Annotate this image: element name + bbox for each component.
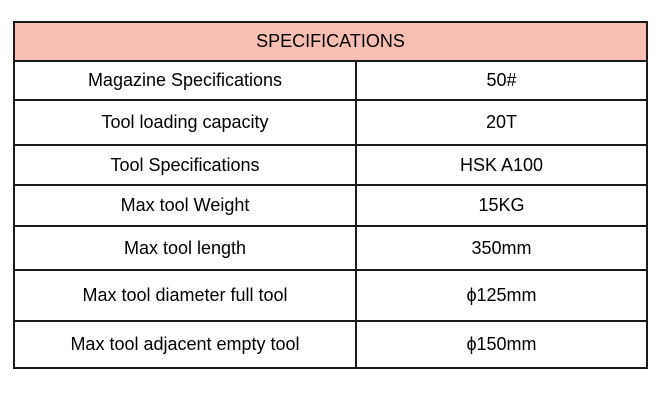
spec-label: Magazine Specifications — [14, 61, 356, 100]
specifications-table — [13, 21, 648, 369]
table-row — [14, 185, 647, 226]
spec-value: ϕ125mm — [356, 270, 647, 321]
table-header-row — [14, 22, 647, 61]
spec-label: Max tool adjacent empty tool — [14, 321, 356, 368]
spec-value: 50# — [356, 61, 647, 100]
spec-label: Max tool Weight — [14, 185, 356, 226]
spec-label: Max tool length — [14, 226, 356, 270]
table-header: SPECIFICATIONS — [14, 22, 647, 61]
spec-label: Tool Specifications — [14, 145, 356, 185]
spec-value: HSK A100 — [356, 145, 647, 185]
table-row — [14, 145, 647, 185]
table-row — [14, 100, 647, 145]
spec-value: 350mm — [356, 226, 647, 270]
spec-value: 15KG — [356, 185, 647, 226]
spec-value: 20T — [356, 100, 647, 145]
spec-label: Tool loading capacity — [14, 100, 356, 145]
table-row — [14, 61, 647, 100]
table-row — [14, 226, 647, 270]
table-row — [14, 270, 647, 321]
spec-label: Max tool diameter full tool — [14, 270, 356, 321]
table-row — [14, 321, 647, 368]
spec-value: ϕ150mm — [356, 321, 647, 368]
